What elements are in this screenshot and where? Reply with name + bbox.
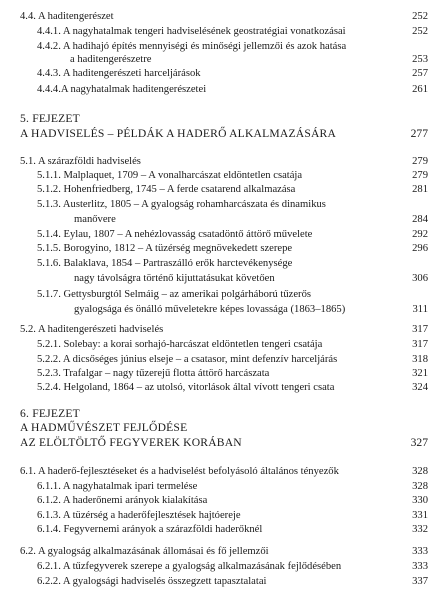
- toc-entry-text: AZ ELÖLTÖLTŐ FEGYVEREK KORÁBAN: [20, 436, 242, 449]
- toc-entry-page: 252: [412, 11, 428, 22]
- toc-entry-text: 4.4.4.A nagyhatalmak haditengerészetei: [37, 84, 207, 95]
- toc-entry-page: 311: [412, 304, 428, 315]
- toc-entry-page: 332: [412, 524, 428, 535]
- toc-entry-text: 5.2. A haditengerészeti hadviselés: [20, 324, 164, 335]
- toc-entry-page: 284: [412, 214, 428, 225]
- toc-entry-text: 6.1. A haderő-fejlesztéseket és a hadviselést befolyásoló általános tényezők: [20, 466, 339, 477]
- toc-entry-text: 5.1.1. Malplaquet, 1709 – A vonalharcászat eldöntetlen csatája: [37, 170, 303, 181]
- toc-entry-text: gyalogsága és önálló műveletekre képes lovassága (1863–1865): [74, 304, 346, 315]
- toc-entry-page: 296: [412, 243, 428, 254]
- toc-entry-text: a haditengerészetre: [70, 54, 152, 65]
- toc-entry-text: 6. FEJEZET: [20, 407, 80, 420]
- toc-entry-page: 253: [412, 54, 428, 65]
- toc-entry-text: 4.4.1. A nagyhatalmak tengeri hadviselésének geostratégiai vonatkozásai: [37, 26, 346, 37]
- toc-entry-page: 333: [412, 561, 428, 572]
- toc-entry-text: 4.4.2. A hadihajó építés mennyiségi és minőségi jellemzői és azok hatása: [37, 41, 347, 52]
- toc-entry-text: 5.1.4. Eylau, 1807 – A nehézlovasság csatadöntő áttörő művelete: [37, 229, 313, 240]
- toc-entry-text: 5.2.1. Solebay: a korai sorhajó-harcászat eldöntetlen tengeri csatája: [37, 339, 323, 350]
- toc-entry-page: 337: [412, 576, 428, 587]
- toc-entry-text: 5.1. A szárazföldi hadviselés: [20, 156, 141, 167]
- toc-entry-page: 317: [412, 324, 428, 335]
- toc-entry-text: 5. FEJEZET: [20, 112, 80, 125]
- toc-entry-page: 279: [412, 156, 428, 167]
- toc-entry-page: 252: [412, 26, 428, 37]
- toc-entry-text: 4.4.3. A haditengerészeti harceljárások: [37, 68, 201, 79]
- toc-entry-text: 5.1.3. Austerlitz, 1805 – A gyalogság rohamharcászata és dinamikus: [37, 199, 326, 210]
- toc-entry-page: 317: [412, 339, 428, 350]
- toc-entry-text: 4.4. A haditengerészet: [20, 11, 114, 22]
- toc-entry-page: 328: [412, 481, 428, 492]
- toc-entry-text: 5.2.3. Trafalgar – nagy tűzerejű flotta áttörő harcászata: [37, 368, 270, 379]
- toc-entry-page: 318: [412, 354, 428, 365]
- toc-entry-page: 333: [412, 546, 428, 557]
- toc-entry-page: 257: [412, 68, 428, 79]
- toc-entry-text: 6.2.1. A tűzfegyverek szerepe a gyalogság alkalmazásának fejlődésében: [37, 561, 342, 572]
- toc-entry-text: 5.2.2. A dicsőséges június elseje – a csatasor, mint defenzív harceljárás: [37, 354, 338, 365]
- toc-entry-text: 6.2. A gyalogság alkalmazásának állomásai és fő jellemzői: [20, 546, 269, 557]
- toc-entry-text: 5.1.6. Balaklava, 1854 – Partraszálló erők harctevékenysége: [37, 258, 293, 269]
- toc-entry-text: nagy távolságra történő kijuttatásukat követően: [74, 273, 275, 284]
- toc-entry-page: 321: [412, 368, 428, 379]
- toc-entry-page: 281: [412, 184, 428, 195]
- toc-entry-page: 324: [412, 382, 428, 393]
- toc-entry-page: 292: [412, 229, 428, 240]
- toc-entry-page: 277: [410, 127, 428, 140]
- toc-entry-text: 6.2.2. A gyalogsági hadviselés összegzett tapasztalatai: [37, 576, 267, 587]
- toc-entry-page: 306: [412, 273, 428, 284]
- toc-entry-text: 6.1.2. A haderőnemi arányok kialakítása: [37, 495, 208, 506]
- toc-entry-page: 261: [412, 84, 428, 95]
- toc-entry-text: 6.1.1. A nagyhatalmak ipari termelése: [37, 481, 198, 492]
- toc-entry-text: 6.1.3. A tüzérség a haderőfejlesztések hajtóereje: [37, 510, 241, 521]
- toc-entry-text: manővere: [74, 214, 116, 225]
- toc-entry-page: 328: [412, 466, 428, 477]
- toc-entry-page: 279: [412, 170, 428, 181]
- toc-entry-page: 327: [410, 436, 428, 449]
- toc-entry-text: 5.2.4. Helgoland, 1864 – az utolsó, vitorlások által vívott tengeri csata: [37, 382, 335, 393]
- toc-entry-text: 5.1.7. Gettysburgtól Selmáig – az amerikai polgárháború tűzerős: [37, 289, 311, 300]
- toc-entry-text: A HADMŰVÉSZET FEJLŐDÉSE: [20, 421, 188, 434]
- toc-entry-text: 5.1.5. Borogyino, 1812 – A tüzérség megnövekedett szerepe: [37, 243, 293, 254]
- toc-entry-text: 5.1.2. Hohenfriedberg, 1745 – A ferde csatarend alkalmazása: [37, 184, 296, 195]
- toc-entry-text: 6.1.4. Fegyvernemi arányok a szárazföldi haderőknél: [37, 524, 263, 535]
- toc-entry-text: A HADVISELÉS – PÉLDÁK A HADERŐ ALKALMAZÁSÁRA: [20, 127, 337, 140]
- toc-entry-page: 330: [412, 495, 428, 506]
- toc-entry-page: 331: [412, 510, 428, 521]
